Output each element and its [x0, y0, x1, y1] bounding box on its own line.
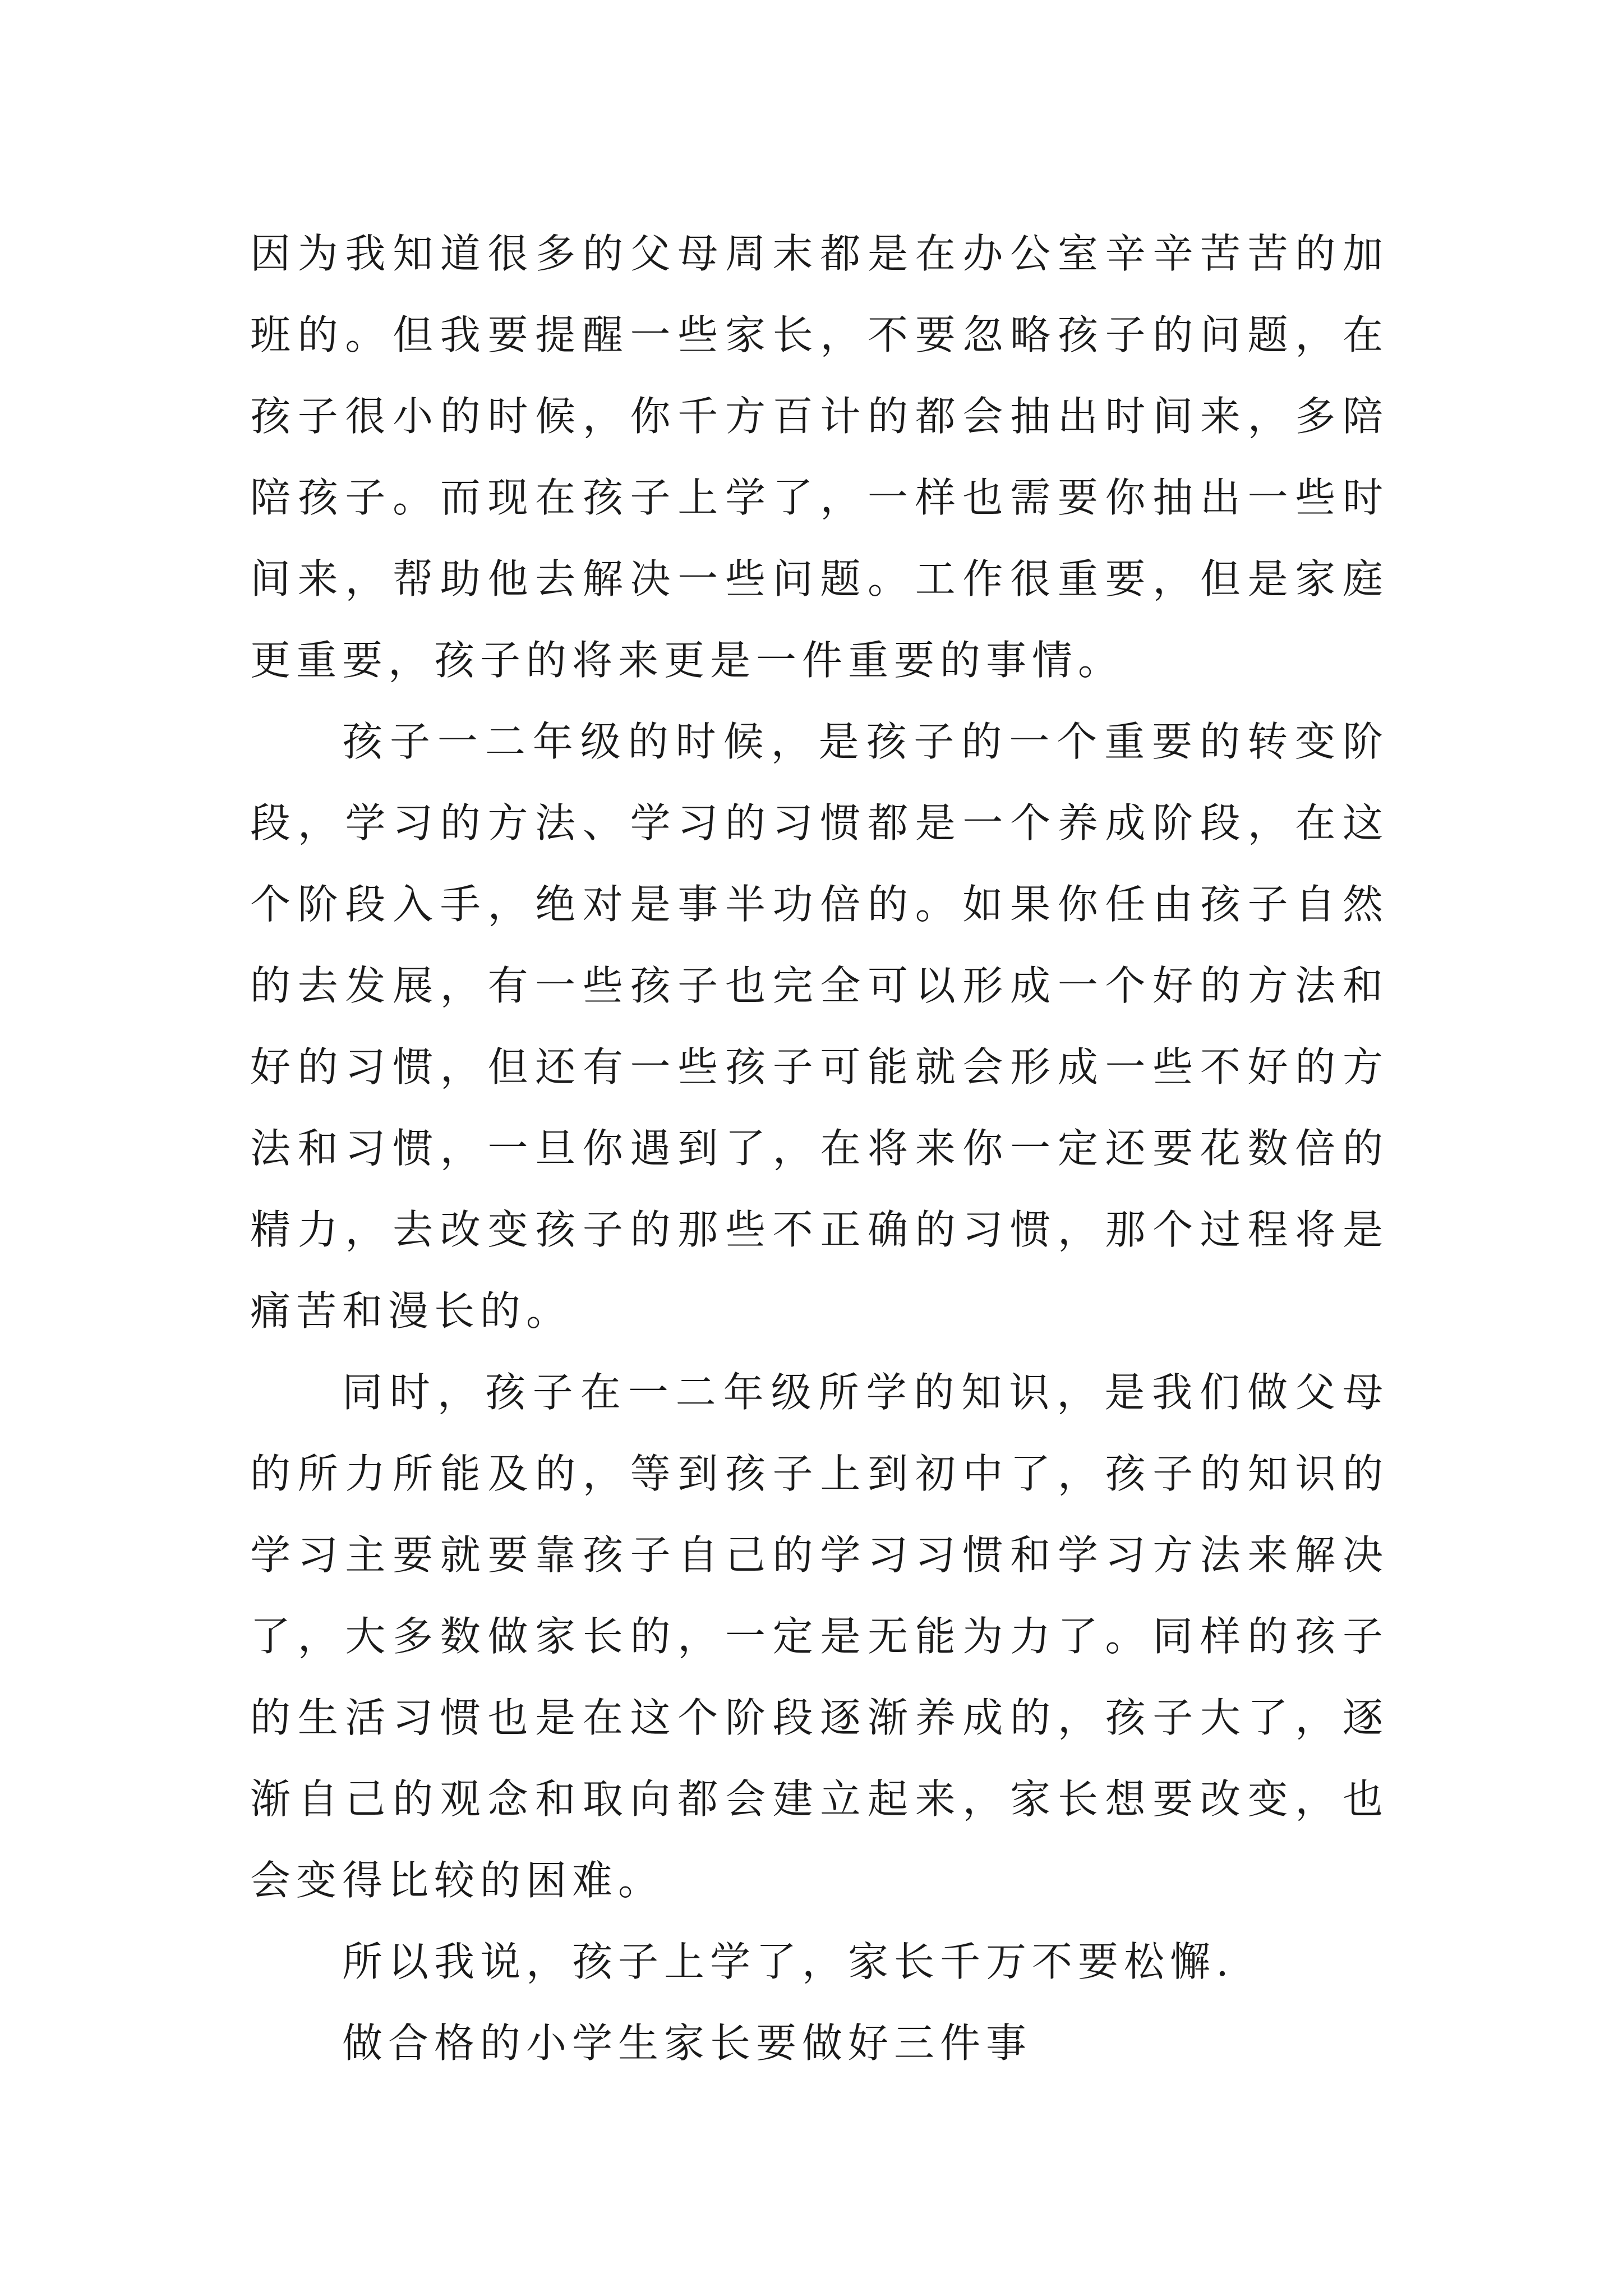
paragraph-5: 做合格的小学生家长要做好三件事: [342, 2019, 1032, 2067]
paragraph-1: 因为我知道很多的父母周末都是在办公室辛辛苦苦的加班的。但我要提醒一些家长，不要忽略孩子的问题，在孩子很小的时候，你千方百计的都会抽出时间来，多陪陪孩子。而现在孩子上学了，一样也需要你抽出一些时间来，帮助他去解决一些问题。工作很重要，但是家庭更重要，孩子的将来更是一件重要的事情。: [250, 230, 1389, 684]
paragraph-4: 所以我说，孩子上学了，家长千万不要松懈.: [342, 1938, 1234, 1985]
paragraph-2: 孩子一二年级的时候，是孩子的一个重要的转变阶段，学习的方法、学习的习惯都是一个养成阶段，在这个阶段入手，绝对是事半功倍的。如果你任由孩子自然的去发展，有一些孩子也完全可以形成一个好的方法和好的习惯，但还有一些孩子可能就会形成一些不好的方法和习惯，一旦你遇到了，在将来你一定还要花数倍的精力，去改变孩子的那些不正确的习惯，那个过程将是痛苦和漫长的。: [250, 718, 1389, 1335]
paragraph-3: 同时，孩子在一二年级所学的知识，是我们做父母的所力所能及的，等到孩子上到初中了，孩子的知识的学习主要就要靠孩子自己的学习习惯和学习方法来解决了，大多数做家长的，一定是无能为力了。同样的孩子的生活习惯也是在这个阶段逐渐养成的，孩子大了，逐渐自己的观念和取向都会建立起来，家长想要改变，也会变得比较的困难。: [250, 1369, 1389, 1904]
document-body: [250, 213, 1389, 2084]
